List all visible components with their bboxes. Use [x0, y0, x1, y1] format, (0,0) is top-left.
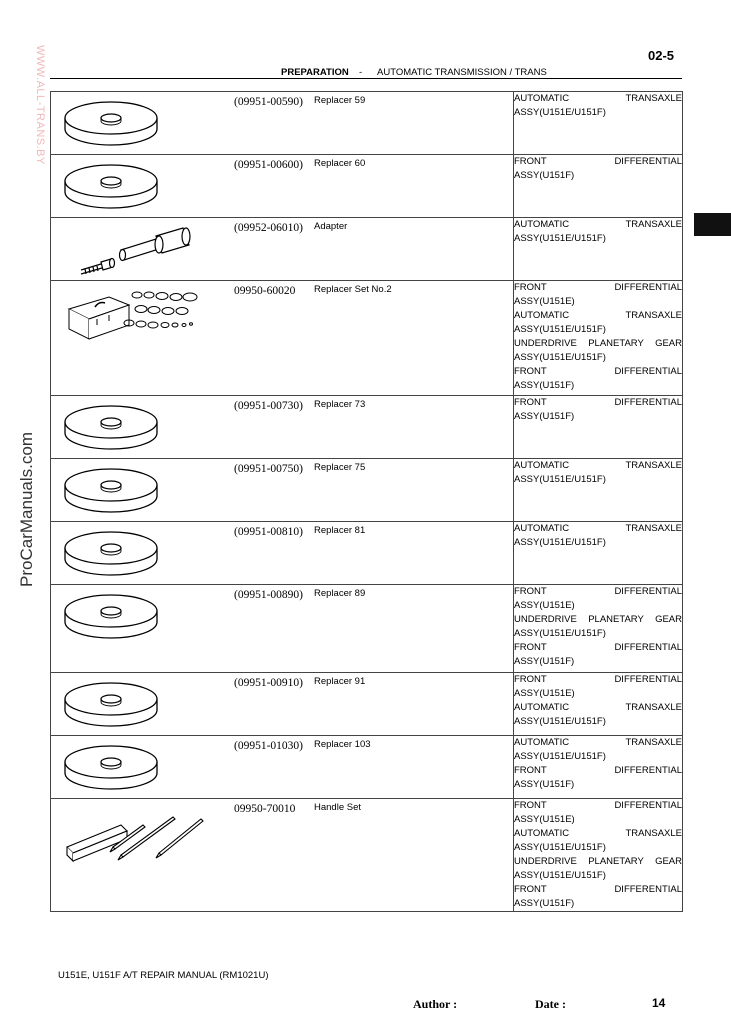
usage-word: DIFFERENTIAL [614, 800, 682, 811]
usage-line [514, 396, 682, 410]
usage-line [514, 92, 682, 106]
usage-word: GEAR [655, 614, 683, 625]
tool-usage-cell [514, 673, 683, 736]
usage-word: FRONT [514, 674, 547, 685]
usage-word: FRONT [514, 397, 547, 408]
usage-line [514, 673, 682, 687]
usage-line [514, 778, 682, 792]
usage-line [514, 641, 682, 655]
table-row [51, 522, 683, 585]
usage-word: ASSY(U151E/U151F) [514, 870, 606, 881]
usage-line [514, 281, 682, 295]
usage-word: ASSY(U151E) [514, 600, 575, 611]
usage-word: ASSY(U151F) [514, 411, 575, 422]
usage-line [514, 750, 682, 764]
usage-word: AUTOMATIC [514, 523, 570, 534]
tool-usage-cell [514, 218, 683, 281]
table-row [51, 799, 683, 912]
usage-word: TRANSAXLE [625, 702, 682, 713]
header-rule [50, 78, 682, 79]
usage-word: AUTOMATIC [514, 219, 570, 230]
usage-word: ASSY(U151E/U151F) [514, 352, 606, 363]
tool-usage-cell [514, 281, 683, 396]
usage-word: ASSY(U151E/U151F) [514, 537, 606, 548]
usage-word: AUTOMATIC [514, 702, 570, 713]
tool-part-number: (09951-00590) [234, 96, 303, 108]
usage-word: ASSY(U151E/U151F) [514, 233, 606, 244]
usage-line [514, 883, 682, 897]
watermark-side: ProCarManuals.com [17, 432, 36, 587]
usage-line [514, 764, 682, 778]
tool-part-number: (09951-00810) [234, 526, 303, 538]
tool-name: Replacer 103 [314, 739, 371, 750]
tool-part-number: 09950-60020 [234, 285, 296, 297]
tool-name: Replacer 75 [314, 462, 366, 473]
usage-word: ASSY(U151E/U151F) [514, 324, 606, 335]
usage-line [514, 337, 682, 351]
tool-illustration-cell [51, 799, 514, 912]
usage-line [514, 599, 682, 613]
usage-line [514, 536, 682, 550]
usage-line [514, 869, 682, 883]
tool-illustration-cell [51, 92, 514, 155]
usage-line [514, 309, 682, 323]
usage-line [514, 323, 682, 337]
tool-name: Replacer 91 [314, 676, 366, 687]
usage-word: ASSY(U151E/U151F) [514, 628, 606, 639]
usage-line [514, 687, 682, 701]
usage-word: DIFFERENTIAL [614, 642, 682, 653]
tool-name: Replacer 73 [314, 399, 366, 410]
tool-part-number: (09951-01030) [234, 740, 303, 752]
usage-line [514, 473, 682, 487]
usage-word: GEAR [655, 856, 683, 867]
usage-line [514, 218, 682, 232]
tool-usage-cell [514, 585, 683, 673]
usage-word: FRONT [514, 800, 547, 811]
usage-word: ASSY(U151F) [514, 380, 575, 391]
usage-word: ASSY(U151E) [514, 688, 575, 699]
header-separator: - [359, 67, 363, 78]
disc-icon [61, 589, 161, 650]
usage-word: ASSY(U151F) [514, 656, 575, 667]
table-row [51, 155, 683, 218]
usage-line [514, 813, 682, 827]
watermark-url: WWW.ALL-TRANS.BY [34, 45, 46, 165]
usage-word: TRANSAXLE [625, 93, 682, 104]
usage-word: ASSY(U151E/U151F) [514, 716, 606, 727]
usage-word: ASSY(U151E) [514, 814, 575, 825]
usage-word: ASSY(U151E) [514, 296, 575, 307]
footer-author-label: Author : [413, 997, 458, 1011]
footer-page-number: 14 [652, 996, 666, 1010]
usage-line [514, 627, 682, 641]
disc-icon [61, 740, 161, 801]
disc-icon [61, 526, 161, 587]
tool-part-number: (09951-00600) [234, 159, 303, 171]
usage-word: DIFFERENTIAL [614, 366, 682, 377]
usage-line [514, 459, 682, 473]
table-row [51, 459, 683, 522]
usage-line [514, 799, 682, 813]
usage-line [514, 736, 682, 750]
table-row [51, 281, 683, 396]
section-number: 02-5 [648, 48, 675, 63]
usage-line [514, 365, 682, 379]
usage-word: FRONT [514, 586, 547, 597]
usage-word: DIFFERENTIAL [614, 282, 682, 293]
usage-word: ASSY(U151F) [514, 898, 575, 909]
usage-line [514, 106, 682, 120]
usage-word: GEAR [655, 338, 683, 349]
usage-word: TRANSAXLE [625, 523, 682, 534]
tool-usage-cell [514, 459, 683, 522]
usage-word: TRANSAXLE [625, 828, 682, 839]
usage-word: DIFFERENTIAL [614, 586, 682, 597]
usage-line [514, 715, 682, 729]
usage-line [514, 379, 682, 393]
tool-usage-cell [514, 736, 683, 799]
usage-word: FRONT [514, 366, 547, 377]
usage-word: TRANSAXLE [625, 737, 682, 748]
usage-word: PLANETARY [588, 856, 644, 867]
tool-name: Adapter [314, 221, 348, 232]
usage-line [514, 897, 682, 911]
usage-word: DIFFERENTIAL [614, 674, 682, 685]
adapter-bolt-icon [61, 222, 211, 283]
sst-table [50, 91, 683, 912]
tool-name: Replacer 81 [314, 525, 366, 536]
usage-word: ASSY(U151E/U151F) [514, 842, 606, 853]
footer-date-label: Date : [535, 997, 566, 1011]
tool-part-number: (09952-06010) [234, 222, 303, 234]
usage-line [514, 585, 682, 599]
usage-word: AUTOMATIC [514, 737, 570, 748]
tool-usage-cell [514, 92, 683, 155]
section-tab-marker [694, 213, 731, 236]
tool-name: Replacer 89 [314, 588, 366, 599]
tool-name: Replacer 59 [314, 95, 366, 106]
tool-illustration-cell [51, 522, 514, 585]
tool-usage-cell [514, 522, 683, 585]
tool-illustration-cell [51, 736, 514, 799]
tool-part-number: (09951-00730) [234, 400, 303, 412]
tool-illustration-cell [51, 673, 514, 736]
table-row [51, 585, 683, 673]
usage-word: FRONT [514, 765, 547, 776]
usage-word: ASSY(U151E/U151F) [514, 107, 606, 118]
handle-set-icon [61, 803, 211, 868]
tool-name: Handle Set [314, 802, 362, 813]
usage-word: TRANSAXLE [625, 219, 682, 230]
disc-icon [61, 677, 161, 738]
usage-word: ASSY(U151F) [514, 779, 575, 790]
usage-word: AUTOMATIC [514, 460, 570, 471]
table-row [51, 396, 683, 459]
tool-usage-cell [514, 155, 683, 218]
usage-line [514, 827, 682, 841]
table-row [51, 736, 683, 799]
tool-illustration-cell [51, 396, 514, 459]
usage-word: UNDERDRIVE [514, 614, 577, 625]
usage-line [514, 855, 682, 869]
usage-line [514, 522, 682, 536]
tool-name: Replacer 60 [314, 158, 366, 169]
usage-word: PLANETARY [588, 338, 644, 349]
header-section: PREPARATION [281, 67, 349, 78]
usage-word: FRONT [514, 884, 547, 895]
usage-word: ASSY(U151E/U151F) [514, 751, 606, 762]
usage-word: UNDERDRIVE [514, 338, 577, 349]
usage-line [514, 613, 682, 627]
usage-line [514, 155, 682, 169]
table-row [51, 673, 683, 736]
table-row [51, 92, 683, 155]
tool-usage-cell [514, 396, 683, 459]
tool-part-number: (09951-00910) [234, 677, 303, 689]
usage-line [514, 295, 682, 309]
usage-word: DIFFERENTIAL [614, 884, 682, 895]
tool-illustration-cell [51, 281, 514, 396]
usage-word: PLANETARY [588, 614, 644, 625]
usage-line [514, 655, 682, 669]
usage-line [514, 410, 682, 424]
replacer-set-icon [61, 285, 211, 350]
footer-manual-title: U151E, U151F A/T REPAIR MANUAL (RM1021U) [58, 970, 269, 981]
tool-illustration-cell [51, 459, 514, 522]
usage-line [514, 232, 682, 246]
disc-icon [61, 400, 161, 461]
usage-word: AUTOMATIC [514, 310, 570, 321]
usage-word: DIFFERENTIAL [614, 397, 682, 408]
tool-name: Replacer Set No.2 [314, 284, 392, 295]
usage-word: ASSY(U151E/U151F) [514, 474, 606, 485]
tool-illustration-cell [51, 218, 514, 281]
usage-word: AUTOMATIC [514, 93, 570, 104]
tool-part-number: 09950-70010 [234, 803, 296, 815]
tool-illustration-cell [51, 585, 514, 673]
usage-word: ASSY(U151F) [514, 170, 575, 181]
usage-line [514, 701, 682, 715]
usage-word: FRONT [514, 282, 547, 293]
tool-part-number: (09951-00750) [234, 463, 303, 475]
usage-line [514, 351, 682, 365]
disc-icon [61, 96, 161, 157]
usage-word: UNDERDRIVE [514, 856, 577, 867]
usage-line [514, 841, 682, 855]
tool-illustration-cell [51, 155, 514, 218]
tool-part-number: (09951-00890) [234, 589, 303, 601]
usage-word: TRANSAXLE [625, 310, 682, 321]
usage-word: AUTOMATIC [514, 828, 570, 839]
usage-word: FRONT [514, 156, 547, 167]
header-title: AUTOMATIC TRANSMISSION / TRANS [377, 67, 547, 78]
tool-usage-cell [514, 799, 683, 912]
usage-word: FRONT [514, 642, 547, 653]
usage-word: DIFFERENTIAL [614, 156, 682, 167]
usage-word: DIFFERENTIAL [614, 765, 682, 776]
table-row [51, 218, 683, 281]
usage-word: TRANSAXLE [625, 460, 682, 471]
usage-line [514, 169, 682, 183]
disc-icon [61, 159, 161, 220]
disc-icon [61, 463, 161, 524]
